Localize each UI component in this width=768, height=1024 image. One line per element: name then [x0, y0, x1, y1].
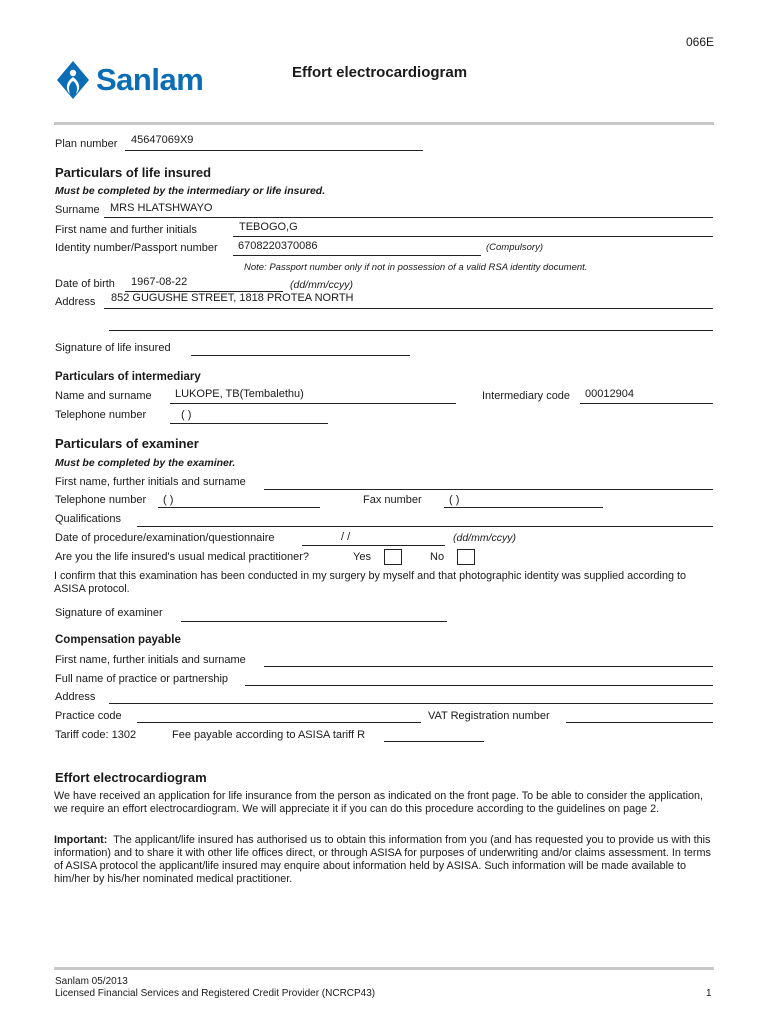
examiner-tel-label: Telephone number — [55, 494, 147, 506]
compensation-name-line[interactable] — [264, 666, 713, 667]
intermediary-name-value[interactable]: LUKOPE, TB(Tembalethu) — [175, 388, 304, 400]
examiner-tel-line — [158, 507, 320, 508]
intermediary-name-line — [170, 403, 456, 404]
procedure-date-line — [302, 545, 445, 546]
first-names-label: First name and further initials — [55, 224, 197, 236]
first-names-line — [233, 236, 713, 237]
surname-value[interactable]: MRS HLATSHWAYO — [110, 202, 213, 214]
plan-number-label: Plan number — [55, 138, 118, 150]
dob-format-hint: (dd/mm/ccyy) — [290, 279, 353, 291]
intermediary-code-value[interactable]: 00012904 — [585, 388, 634, 400]
compensation-address-line[interactable] — [109, 703, 713, 704]
qualifications-line[interactable] — [137, 526, 713, 527]
examiner-instruction: Must be completed by the examiner. — [55, 457, 236, 469]
procedure-date-label: Date of procedure/examination/questionnaire — [55, 532, 275, 544]
procedure-date-format: (dd/mm/ccyy) — [453, 532, 516, 544]
page-title: Effort electrocardiogram — [292, 64, 468, 81]
passport-note: Note: Passport number only if not in possession of a valid RSA identity document. — [244, 262, 588, 273]
usual-practitioner-question: Are you the life insured's usual medical practitioner? — [55, 551, 310, 563]
intermediary-tel-label: Telephone number — [55, 409, 147, 421]
compensation-address-label: Address — [55, 691, 96, 703]
examiner-fax-line — [444, 507, 603, 508]
tariff-code-label: Tariff code: 1302 — [55, 729, 137, 741]
life-insured-signature-line[interactable] — [191, 355, 410, 356]
examiner-fax-label: Fax number — [363, 494, 422, 506]
vat-number-label: VAT Registration number — [428, 710, 550, 722]
procedure-date-value[interactable]: / / — [341, 531, 351, 543]
fee-payable-line[interactable] — [384, 741, 484, 742]
important-text: The applicant/life insured has authorised us to obtain this information from you (and has requested you to provide us with this information) and to share it with other life offices direct, or through ASISA for purposes of underwriting and/or claims assessment. In terms of ASISA protocol the applicant/life insured may enquire about information held by ASISA. Such information will be made available to him/her by his/her nominated medical practitioner. — [54, 834, 711, 885]
id-number-value[interactable]: 6708220370086 — [238, 240, 318, 252]
practice-code-line[interactable] — [137, 722, 421, 723]
ecg-heading: Effort electrocardiogram — [55, 770, 207, 785]
ecg-paragraph: We have received an application for life insurance from the person as indicated on the front page. To be able to consider the application, we require an effort electrocardiogram. We will appreciate it if you can do this procedure according to the guidelines on page 2. — [54, 790, 704, 815]
intermediary-name-label: Name and surname — [55, 390, 152, 402]
plan-number-line — [125, 150, 423, 151]
vat-number-line[interactable] — [566, 722, 713, 723]
practice-name-label: Full name of practice or partnership — [55, 673, 229, 685]
dob-label: Date of birth — [55, 278, 115, 290]
fee-payable-label: Fee payable according to ASISA tariff R — [172, 729, 366, 741]
confirmation-statement: I confirm that this examination has been conducted in my surgery by myself and that photographic identity was supplied according to ASISA protocol. — [54, 570, 686, 595]
intermediary-heading: Particulars of intermediary — [55, 371, 201, 383]
sanlam-shield-icon — [56, 60, 90, 100]
sanlam-logo — [56, 58, 203, 102]
examiner-name-line[interactable] — [264, 489, 713, 490]
compensation-heading: Compensation payable — [55, 634, 181, 646]
life-insured-heading: Particulars of life insured — [55, 165, 212, 180]
surname-line — [104, 217, 713, 218]
yes-checkbox[interactable] — [384, 549, 402, 565]
brand-name: Sanlam — [96, 62, 204, 97]
intermediary-code-line — [580, 403, 713, 404]
intermediary-code-label: Intermediary code — [482, 390, 571, 402]
examiner-tel-value[interactable]: ( ) — [163, 494, 174, 506]
plan-number-value[interactable]: 45647069X9 — [131, 134, 194, 146]
practice-code-label: Practice code — [55, 710, 122, 722]
id-number-line — [233, 255, 481, 256]
examiner-signature-line[interactable] — [181, 621, 447, 622]
practice-name-line[interactable] — [245, 685, 713, 686]
examiner-fax-value[interactable]: ( ) — [449, 494, 460, 506]
examiner-heading: Particulars of examiner — [55, 436, 199, 451]
form-code: 066E — [685, 35, 714, 49]
surname-label: Surname — [55, 204, 100, 216]
id-number-label: Identity number/Passport number — [55, 242, 218, 254]
address-line-2 — [109, 330, 713, 331]
important-paragraph — [54, 834, 714, 886]
address-line-1 — [104, 308, 713, 309]
intermediary-tel-value[interactable]: ( ) — [181, 409, 192, 421]
no-label: No — [430, 551, 445, 563]
no-checkbox[interactable] — [457, 549, 475, 565]
examiner-name-label: First name, further initials and surname — [55, 476, 246, 488]
life-insured-instruction: Must be completed by the intermediary or life insured. — [55, 185, 326, 197]
first-names-value[interactable]: TEBOGO,G — [239, 221, 298, 233]
yes-label: Yes — [353, 551, 371, 563]
life-insured-signature-label: Signature of life insured — [55, 342, 171, 354]
id-compulsory-note: (Compulsory) — [486, 242, 544, 253]
important-label: Important: — [54, 834, 108, 846]
footer-licence: Licensed Financial Services and Registered Credit Provider (NCRCP43) — [55, 988, 376, 999]
intermediary-tel-line — [170, 423, 328, 424]
footer-version: Sanlam 05/2013 — [55, 976, 128, 987]
examiner-signature-label: Signature of examiner — [55, 607, 163, 619]
address-value[interactable]: 852 GUGUSHE STREET, 1818 PROTEA NORTH — [111, 292, 354, 304]
compensation-name-label: First name, further initials and surname — [55, 654, 246, 666]
address-label: Address — [55, 296, 96, 308]
dob-value[interactable]: 1967-08-22 — [131, 276, 188, 288]
qualifications-label: Qualifications — [55, 513, 122, 525]
footer-divider — [54, 967, 714, 970]
page-number: 1 — [706, 988, 712, 999]
header-divider — [54, 122, 714, 125]
